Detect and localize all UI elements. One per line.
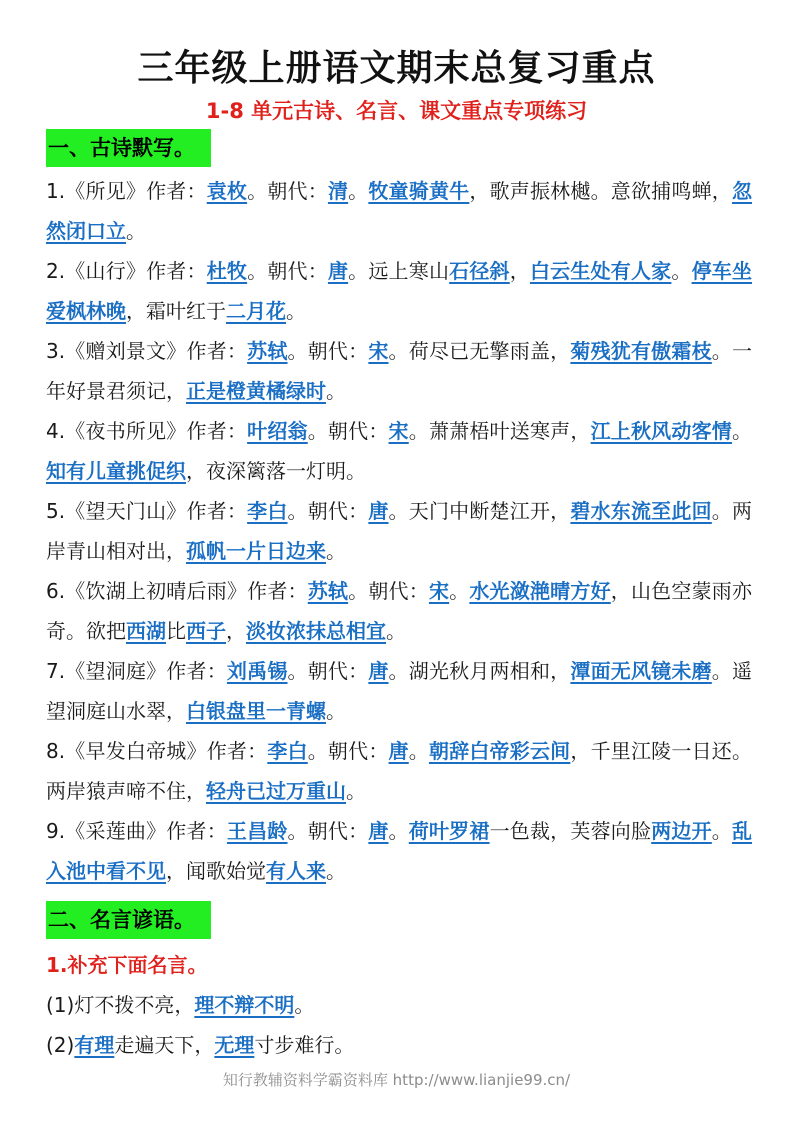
answer-text: 唐 [368, 819, 389, 843]
prompt-text: 5.《望天门山》作者： [46, 499, 248, 523]
prompt-text: 7.《望洞庭》作者： [46, 659, 227, 683]
answer-text: 宋 [388, 419, 409, 443]
prompt-text: ， [226, 619, 246, 643]
answer-text: 无理 [214, 1033, 255, 1057]
answer-text: 清 [327, 179, 349, 203]
prompt-text: 9.《采莲曲》作者： [46, 819, 227, 843]
poem-item [46, 411, 752, 491]
answer-text: 有人来 [266, 859, 326, 883]
answer-text: 唐 [368, 659, 389, 683]
answer-text: 白云生处有人家 [529, 259, 672, 283]
footer-watermark: 知行教辅资料学霸资料库 http://www.lianjie99.cn/ [222, 1071, 571, 1089]
answer-text: 轻舟已过万重山 [206, 779, 346, 803]
answer-text: 唐 [368, 499, 389, 523]
prompt-text: 比 [166, 619, 186, 643]
section-heading-proverbs: 二、名言谚语。 [46, 901, 211, 939]
prompt-text: 。朝代： [247, 179, 328, 203]
prompt-text: 。两岸青山相对出， [46, 499, 752, 563]
answer-text: 宋 [428, 579, 450, 603]
prompt-text: ， [509, 259, 530, 283]
answer-text: 袁枚 [206, 179, 248, 203]
prompt-text: 。 [326, 539, 346, 563]
answer-text: 牧童骑黄牛 [368, 179, 470, 203]
answer-text: 停车坐爱枫林晚 [46, 259, 752, 323]
answer-text: 李白 [267, 739, 308, 763]
proverb-item [46, 1025, 752, 1065]
prompt-text: 一色裁，芙蓉向脸 [489, 819, 652, 843]
proverb-item [46, 985, 752, 1025]
answer-text: 白银盘里一青螺 [186, 699, 326, 723]
answer-text: 两边开 [651, 819, 712, 843]
answer-text: 正是橙黄橘绿时 [186, 379, 326, 403]
poem-item [46, 171, 752, 251]
answer-text: 唐 [388, 739, 409, 763]
prompt-text: 。 [671, 259, 692, 283]
answer-text: 水光潋滟晴方好 [469, 579, 611, 603]
prompt-text: 。朝代： [287, 659, 369, 683]
answer-text: 碧水东流至此回 [570, 499, 712, 523]
prompt-text: ，山色空蒙雨亦奇。欲把 [46, 579, 752, 643]
prompt-text: 。朝代： [307, 739, 389, 763]
prompt-text: 。朝代： [307, 419, 389, 443]
prompt-text: 1.《所见》作者： [46, 179, 207, 203]
answer-text: 西湖 [126, 619, 166, 643]
poem-item [46, 251, 752, 331]
document-body [46, 126, 752, 1065]
prompt-text: 。天门中断楚江开， [388, 499, 571, 523]
prompt-text: 。朝代： [348, 579, 429, 603]
answer-text: 知有儿童挑促织 [46, 459, 186, 483]
answer-text: 忽然闭口立 [46, 179, 752, 243]
answer-text: 王昌龄 [226, 819, 288, 843]
answer-text: 理不辩不明 [194, 993, 295, 1017]
answer-text: 李白 [247, 499, 288, 523]
prompt-text: ，千里江陵一日还。两岸猿声啼不住， [46, 739, 752, 803]
prompt-text: 。 [711, 819, 732, 843]
answer-text: 潭面无风镜未磨 [570, 659, 712, 683]
answer-text: 苏轼 [247, 339, 288, 363]
answer-text: 荷叶罗裙 [408, 819, 490, 843]
answer-text: 刘禹锡 [226, 659, 288, 683]
prompt-text: 。 [326, 699, 346, 723]
prompt-text: 。 [408, 739, 429, 763]
answer-text: 有理 [74, 1033, 115, 1057]
prompt-text: 。 [126, 219, 146, 243]
poem-item [46, 491, 752, 571]
prompt-text: 。 [326, 379, 346, 403]
prompt-text: 。 [732, 419, 752, 443]
answer-text: 菊残犹有傲霜枝 [570, 339, 712, 363]
poem-item [46, 331, 752, 411]
prompt-text: 。朝代： [287, 339, 369, 363]
page-title: 三年级上册语文期末总复习重点 [137, 48, 656, 89]
answer-text: 石径斜 [449, 259, 510, 283]
prompt-text: (1)灯不拨不亮， [46, 993, 195, 1017]
answer-text: 江上秋风动客情 [590, 419, 732, 443]
prompt-text: ，霜叶红于 [126, 299, 226, 323]
prompt-text: 。荷尽已无擎雨盖， [388, 339, 571, 363]
prompt-text: (2) [46, 1033, 75, 1057]
prompt-text: 。朝代： [247, 259, 328, 283]
prompt-text: 2.《山行》作者： [46, 259, 207, 283]
prompt-text: 。 [388, 819, 409, 843]
prompt-text: 。 [449, 579, 470, 603]
answer-text: 孤帆一片日边来 [186, 539, 326, 563]
prompt-text: 。 [294, 993, 315, 1017]
section-heading-ancient-poems: 一、古诗默写。 [46, 129, 211, 167]
answer-text: 唐 [327, 259, 349, 283]
prompt-text: 。湖光秋月两相和， [388, 659, 571, 683]
answer-text: 西子 [186, 619, 226, 643]
poem-list [46, 171, 752, 891]
prompt-text: 。 [326, 859, 346, 883]
poem-item [46, 731, 752, 811]
page-subtitle: 1-8 单元古诗、名言、课文重点专项练习 [205, 99, 588, 123]
answer-text: 二月花 [226, 299, 286, 323]
prompt-text: 。一年好景君须记， [46, 339, 752, 403]
answer-text: 淡妆浓抹总相宜 [246, 619, 386, 643]
prompt-text: 。萧萧梧叶送寒声， [408, 419, 591, 443]
poem-item [46, 811, 752, 891]
prompt-text: 寸步难行。 [254, 1033, 355, 1057]
prompt-text: 。 [286, 299, 306, 323]
answer-text: 叶绍翁 [247, 419, 308, 443]
prompt-text: ，闻歌始觉 [166, 859, 266, 883]
poem-item [46, 651, 752, 731]
prompt-text: 4.《夜书所见》作者： [46, 419, 248, 443]
proverbs-subheading: 1.补充下面名言。 [46, 953, 208, 977]
prompt-text: 。 [348, 179, 369, 203]
prompt-text: 走遍天下， [114, 1033, 215, 1057]
prompt-text: 6.《饮湖上初晴后雨》作者： [46, 579, 308, 603]
answer-text: 宋 [368, 339, 389, 363]
poem-item [46, 571, 752, 651]
answer-text: 苏轼 [307, 579, 349, 603]
prompt-text: 。朝代： [287, 819, 369, 843]
answer-text: 杜牧 [206, 259, 248, 283]
prompt-text: 。 [386, 619, 406, 643]
prompt-text: 。远上寒山 [348, 259, 450, 283]
prompt-text: 8.《早发白帝城》作者： [46, 739, 268, 763]
prompt-text: 。 [346, 779, 366, 803]
prompt-text: 。朝代： [287, 499, 369, 523]
proverb-list [46, 985, 752, 1065]
prompt-text: ，歌声振林樾。意欲捕鸣蝉， [469, 179, 732, 203]
prompt-text: 。遥望洞庭山水翠， [46, 659, 752, 723]
answer-text: 乱入池中看不见 [46, 819, 752, 883]
answer-text: 朝辞白帝彩云间 [428, 739, 571, 763]
prompt-text: ，夜深篱落一灯明。 [186, 459, 366, 483]
prompt-text: 3.《赠刘景文》作者： [46, 339, 248, 363]
